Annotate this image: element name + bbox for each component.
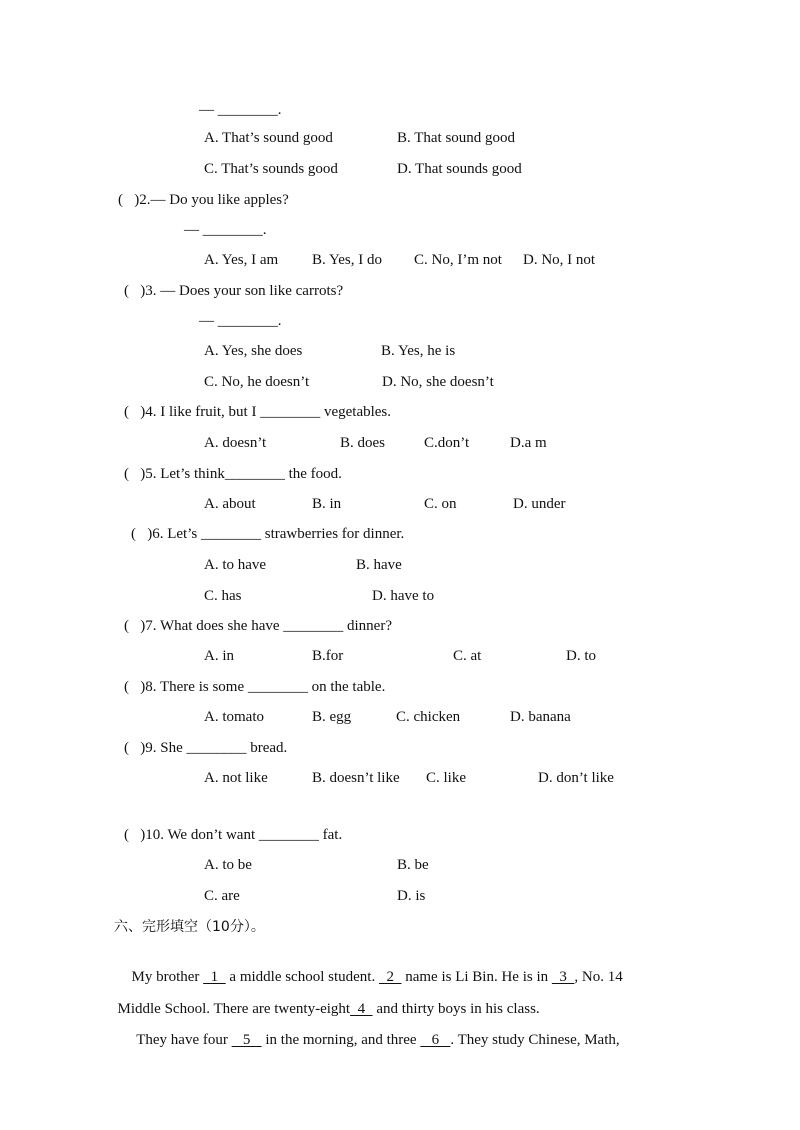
q3-option-a: A. Yes, she does	[204, 343, 303, 359]
q2-option-c: C. No, I’m not	[414, 252, 502, 268]
q7-option-b: B.for	[312, 648, 344, 664]
q10-stem: ( )10. We don’t want ________ fat.	[124, 827, 343, 843]
q10-option-b: B. be	[397, 857, 429, 873]
q2-stem: ( )2.— Do you like apples?	[118, 192, 289, 208]
q9-option-d: D. don’t like	[538, 770, 614, 786]
q9-stem: ( )9. She ________ bread.	[124, 740, 288, 756]
q8-option-c: C. chicken	[396, 709, 461, 725]
q2-answer-line: — ________.	[184, 222, 267, 238]
q9-option-c: C. like	[426, 770, 466, 786]
q2-option-a: A. Yes, I am	[204, 252, 279, 268]
cloze-text: name is Li Bin. He is in	[401, 969, 552, 985]
q3-option-b: B. Yes, he is	[381, 343, 456, 359]
q8-option-a: A. tomato	[204, 709, 264, 725]
cloze-blank-5: 5	[231, 1032, 262, 1048]
q2-option-b: B. Yes, I do	[312, 252, 383, 268]
cloze-text: . They study Chinese, Math,	[450, 1032, 620, 1048]
cloze-blank-4: 4	[350, 1001, 373, 1017]
q1-option-b: B. That sound good	[397, 130, 516, 146]
cloze-blank-1: 1	[203, 969, 226, 985]
q1-option-d: D. That sounds good	[397, 161, 522, 177]
q4-option-d: D.a m	[510, 435, 547, 451]
cloze-paragraph-line-1	[124, 947, 623, 985]
q3-answer-line: — ________.	[199, 313, 282, 329]
cloze-text: in the morning, and three	[261, 1032, 421, 1048]
q7-option-d: D. to	[566, 648, 596, 664]
q6-option-c: C. has	[204, 588, 242, 604]
q8-option-d: D. banana	[510, 709, 571, 725]
cloze-text: a middle school student.	[225, 969, 379, 985]
q2-option-d: D. No, I not	[523, 252, 596, 268]
cloze-text: and thirty boys in his class.	[372, 1001, 540, 1017]
cloze-text: Middle School. There are twenty-eight	[117, 1001, 351, 1017]
q10-option-a: A. to be	[204, 857, 252, 873]
q5-option-a: A. about	[204, 496, 256, 512]
q1-option-c: C. That’s sounds good	[204, 161, 338, 177]
q9-option-b: B. doesn’t like	[312, 770, 400, 786]
q1-answer-line: — ________.	[199, 102, 282, 118]
q5-option-b: B. in	[312, 496, 342, 512]
q4-option-a: A. doesn’t	[204, 435, 267, 451]
cloze-text: They have four	[136, 1032, 232, 1048]
q8-stem: ( )8. There is some ________ on the table.	[124, 679, 386, 695]
q10-option-d: D. is	[397, 888, 426, 904]
q5-option-d: D. under	[513, 496, 566, 512]
q7-option-a: A. in	[204, 648, 234, 664]
q3-option-c: C. No, he doesn’t	[204, 374, 310, 390]
cloze-blank-6: 6	[420, 1032, 451, 1048]
q4-option-b: B. does	[340, 435, 385, 451]
q3-stem: ( )3. — Does your son like carrots?	[124, 283, 344, 299]
q1-option-a: A. That’s sound good	[204, 130, 333, 146]
q6-option-d: D. have to	[372, 588, 435, 604]
q6-option-a: A. to have	[204, 557, 267, 573]
q5-option-c: C. on	[424, 496, 457, 512]
q8-option-b: B. egg	[312, 709, 352, 725]
q9-option-a: A. not like	[204, 770, 268, 786]
q6-stem: ( )6. Let’s ________ strawberries for dinner.	[131, 526, 405, 542]
cloze-section-heading: 六、完形填空（10分）。	[114, 919, 265, 935]
q3-option-d: D. No, she doesn’t	[382, 374, 494, 390]
q6-option-b: B. have	[356, 557, 402, 573]
cloze-text: My brother	[131, 969, 204, 985]
cloze-text: , No. 14	[574, 969, 623, 985]
cloze-paragraph-line-2	[110, 979, 540, 1017]
q7-option-c: C. at	[453, 648, 482, 664]
cloze-paragraph-line-3	[129, 1010, 620, 1048]
q7-stem: ( )7. What does she have ________ dinner?	[124, 618, 392, 634]
q4-option-c: C.don’t	[424, 435, 470, 451]
q10-option-c: C. are	[204, 888, 240, 904]
q5-stem: ( )5. Let’s think________ the food.	[124, 466, 342, 482]
cloze-blank-3: 3	[551, 969, 575, 985]
q4-stem: ( )4. I like fruit, but I ________ vegetables.	[124, 404, 392, 420]
cloze-blank-2: 2	[378, 969, 402, 985]
